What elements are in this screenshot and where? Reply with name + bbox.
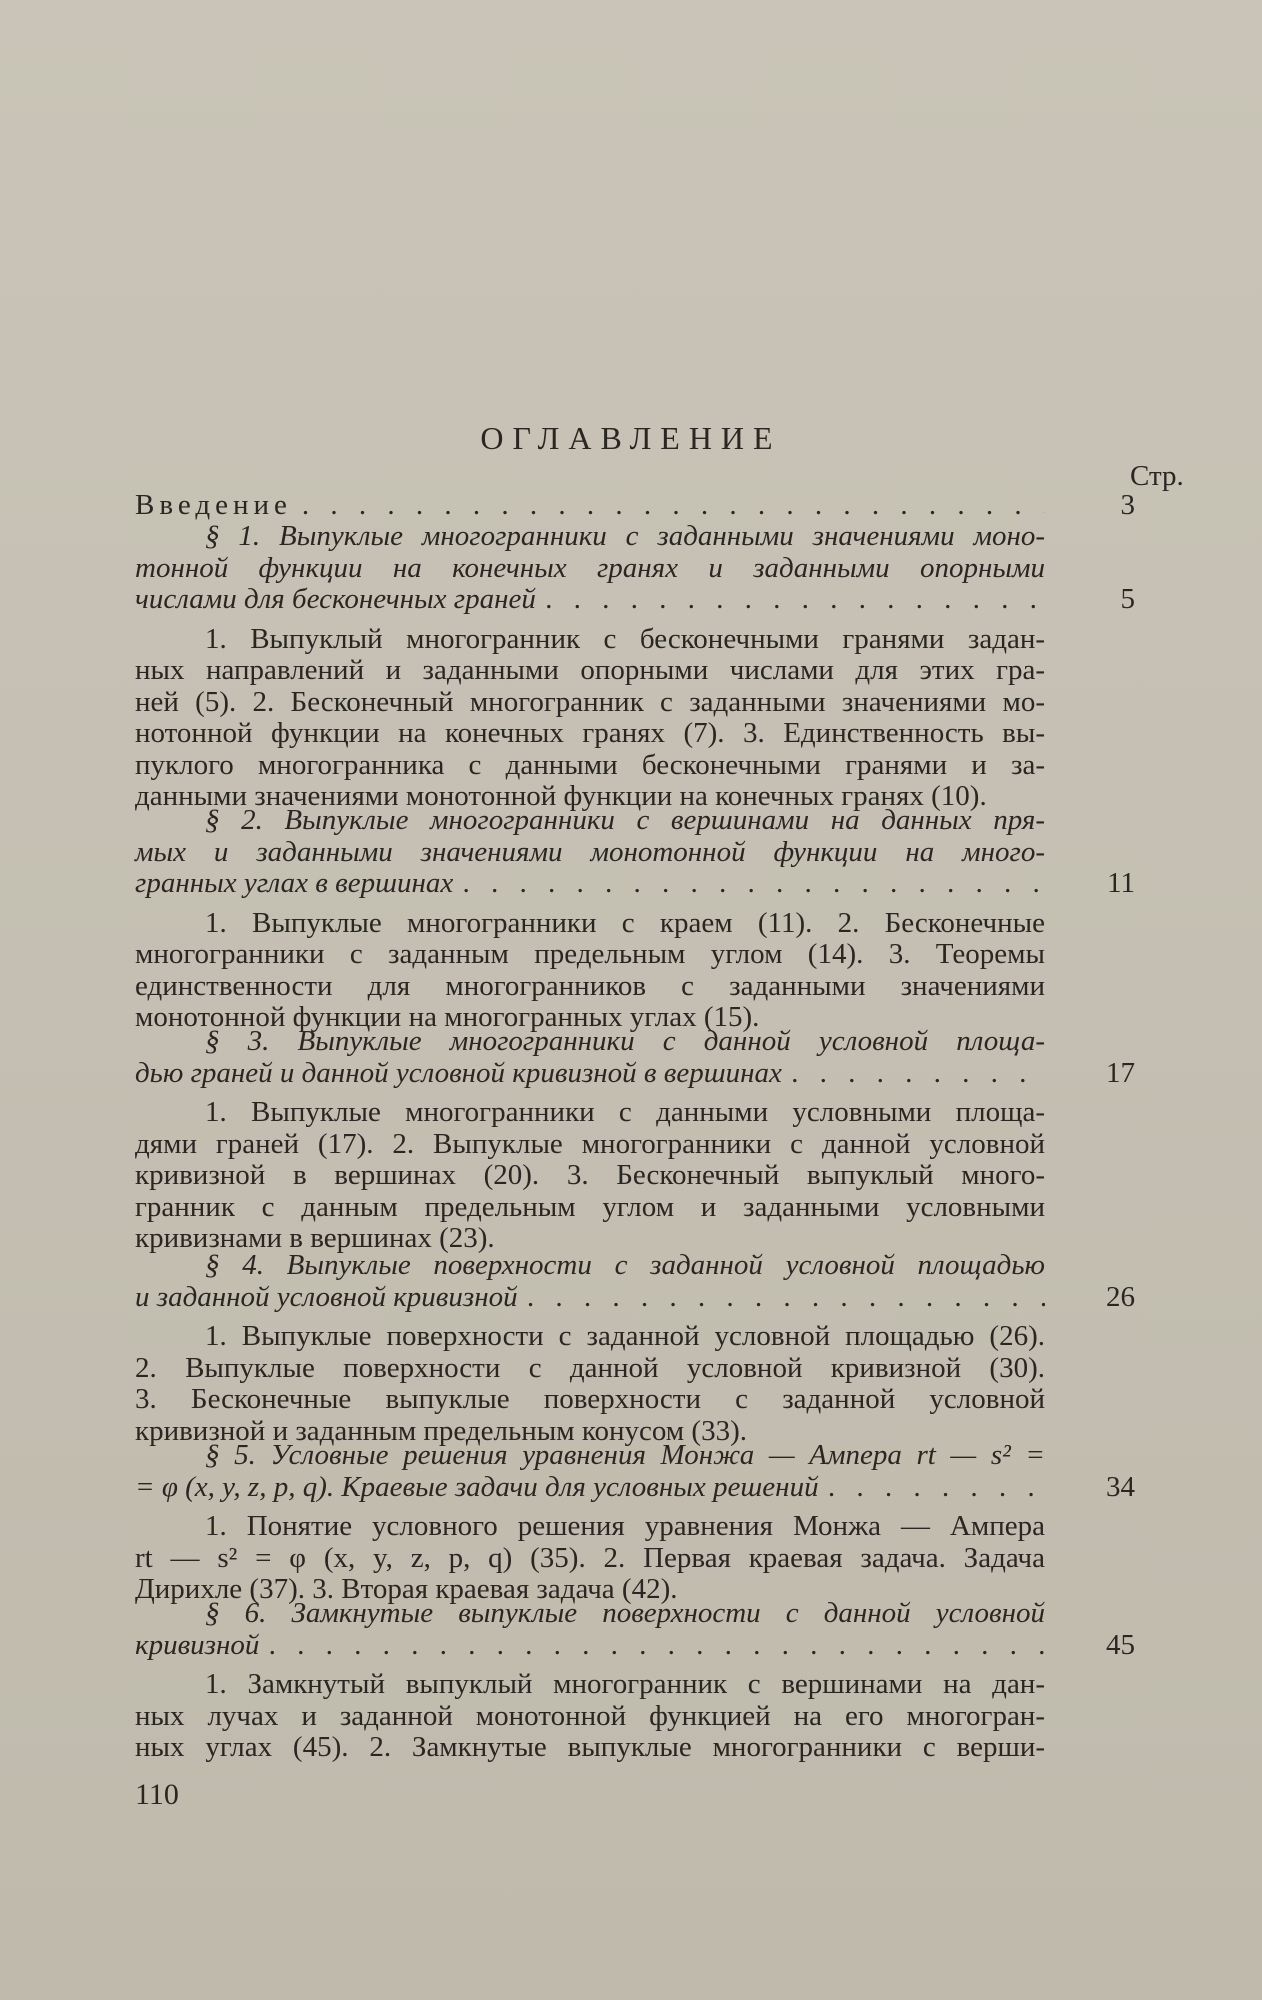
section-title-line: дью граней и данной условной кривизной в вершинах	[135, 1056, 782, 1089]
leader-dots	[829, 1472, 1045, 1504]
subsection-line: данными значениями монотонной функции на конечных гранях (10).	[135, 780, 987, 812]
subsection-line: 1. Выпуклые поверхности с заданной условной площадью (26).	[205, 1320, 1045, 1352]
section-title-line: гранных углах в вершинах	[135, 867, 454, 899]
subsection-line: ных углах (45). 2. Замкнутые выпуклые многогранники с верши-	[135, 1731, 1045, 1763]
subsection-line: нотонной функции на конечных гранях (7). 3. Единственность вы-	[135, 717, 1045, 749]
toc-entry-title: Введение	[135, 489, 292, 521]
subsection-line: ных лучах и заданной монотонной функцией на его многогран-	[135, 1699, 1045, 1732]
section-title-line: числами для бесконечных граней	[135, 583, 536, 615]
leader-dots	[792, 1058, 1045, 1090]
subsection-line: пуклого многогранника с данными бесконечными гранями и за-	[135, 748, 1045, 781]
section-title-line: тонной функции на конечных гранях и заданными опорными	[135, 551, 1045, 584]
subsection-line: 1. Выпуклый многогранник с бесконечными гранями задан-	[205, 622, 1045, 655]
toc-page-number: 5	[1120, 583, 1135, 615]
toc-section-4[interactable]	[135, 1250, 1135, 1447]
subsection-line: 1. Выпуклые многогранники с данными условными площа-	[205, 1096, 1045, 1128]
subsection-line: ных направлений и заданными опорными числами для этих гра-	[135, 654, 1045, 686]
subsection-line: 1. Выпуклые многогранники с краем (11). 2. Бесконечные	[205, 906, 1045, 939]
subsection-line: 2. Выпуклые поверхности с данной условной кривизной (30).	[135, 1351, 1045, 1384]
section-title-line: § 6. Замкнутые выпуклые поверхности с данной условной	[205, 1597, 1045, 1629]
subsection-line: кривизной и заданным предельным конусом (33).	[135, 1414, 747, 1447]
toc-page-number: 11	[1107, 867, 1135, 899]
toc-page-number: 17	[1106, 1056, 1135, 1089]
section-title-line: § 2. Выпуклые многогранники с вершинами на данных пря-	[205, 804, 1045, 836]
leader-dots	[546, 584, 1045, 616]
subsection-line: кривизнами в вершинах (23).	[135, 1222, 495, 1254]
page-number: 110	[135, 1778, 179, 1811]
leader-dots	[463, 868, 1045, 900]
leader-dots	[269, 1630, 1045, 1662]
section-title-line: = φ (x, y, z, p, q). Краевые задачи для условных решений	[135, 1470, 819, 1503]
subsection-line: гранник с данным предельным углом и заданными условными	[135, 1190, 1045, 1223]
subsection-line: 3. Бесконечные выпуклые поверхности с заданной условной	[135, 1383, 1045, 1415]
subsection-line: Дирихле (37). 3. Вторая краевая задача (42).	[135, 1573, 678, 1605]
subsection-line: монотонной функции на многогранных углах (15).	[135, 1001, 760, 1033]
section-title-line: § 1. Выпуклые многогранники с заданными значениями моно-	[205, 520, 1045, 552]
toc-section-3[interactable]	[135, 1026, 1135, 1255]
section-title-line: § 4. Выпуклые поверхности с заданной условной площадью	[205, 1249, 1045, 1281]
toc-page-number: 34	[1106, 1470, 1135, 1503]
page-title: ОГЛАВЛЕНИЕ	[480, 420, 782, 456]
subsection-line: rt — s² = φ (x, y, z, p, q) (35). 2. Первая краевая задача. Задача	[135, 1541, 1045, 1574]
toc-page-number: 3	[1120, 489, 1135, 521]
subsection-line: дями граней (17). 2. Выпуклые многогранники с данной условной	[135, 1127, 1045, 1160]
toc-page-number: 26	[1106, 1280, 1135, 1313]
leader-dots	[528, 1282, 1045, 1314]
section-title-line: и заданной условной кривизной	[135, 1280, 518, 1313]
section-title-line: § 5. Условные решения уравнения Монжа — Ампера rt — s² =	[205, 1439, 1045, 1471]
toc-section-2[interactable]	[135, 805, 1135, 1034]
section-title-line: мых и заданными значениями монотонной функции на много-	[135, 835, 1045, 868]
subsection-line: 1. Понятие условного решения уравнения Монжа — Ампера	[205, 1510, 1045, 1542]
subsection-line: единственности для многогранников с заданными значениями	[135, 969, 1045, 1002]
page-column-label: Стр.	[1130, 460, 1184, 492]
toc-section-6[interactable]	[135, 1598, 1135, 1764]
section-title-line: § 3. Выпуклые многогранники с данной условной площа-	[205, 1025, 1045, 1057]
section-title-line: кривизной	[135, 1628, 260, 1661]
toc-page-number: 45	[1106, 1628, 1135, 1661]
subsection-line: кривизной в вершинах (20). 3. Бесконечный выпуклый много-	[135, 1159, 1045, 1191]
subsection-line: 1. Замкнутый выпуклый многогранник с вершинами на дан-	[205, 1668, 1045, 1700]
subsection-line: многогранники с заданным предельным углом (14). 3. Теоремы	[135, 938, 1045, 970]
leader-dots	[302, 490, 1045, 522]
toc-section-1[interactable]	[135, 521, 1135, 813]
subsection-line: ней (5). 2. Бесконечный многогранник с заданными значениями мо-	[135, 685, 1045, 718]
toc-entry-intro[interactable]	[135, 490, 1135, 522]
toc-section-5[interactable]	[135, 1440, 1135, 1606]
